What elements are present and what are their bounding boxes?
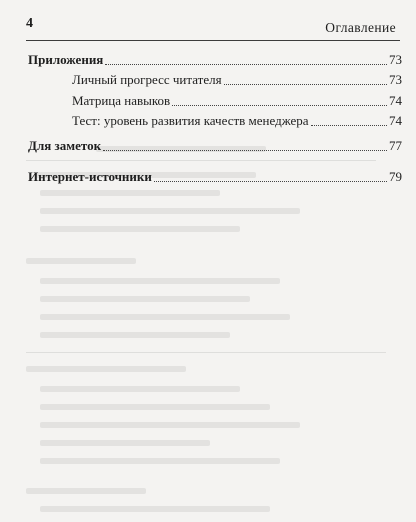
show-through-texture xyxy=(26,140,396,502)
dot-leader xyxy=(103,150,387,151)
toc-entry-title: Интернет-источники xyxy=(28,169,152,185)
dot-leader xyxy=(154,181,387,182)
running-head: Оглавление xyxy=(325,20,396,35)
toc-entry-manager-test[interactable] xyxy=(28,113,402,129)
dot-leader xyxy=(224,84,387,85)
toc-entry-title: Приложения xyxy=(28,52,104,67)
toc-entry-title: Тест: уровень развития качеств менеджера xyxy=(72,112,309,128)
dot-leader xyxy=(311,125,387,126)
dot-leader xyxy=(172,105,387,106)
page-number: 4 xyxy=(26,16,33,31)
toc-entry-internet-sources[interactable] xyxy=(28,169,402,185)
toc-entry-page: 77 xyxy=(389,138,402,154)
toc-entry-appendix[interactable] xyxy=(28,52,402,68)
dot-leader xyxy=(105,64,387,65)
toc-entry-page: 73 xyxy=(389,52,402,67)
toc-entry-title: Матрица навыков xyxy=(72,92,171,108)
toc-entry-page: 74 xyxy=(389,92,402,108)
toc-entry-page: 73 xyxy=(389,72,402,88)
toc-entry-title: Для заметок xyxy=(28,138,102,154)
header-rule xyxy=(26,40,400,41)
toc-entry-title: Личный прогресс читателя xyxy=(72,72,222,88)
page-header xyxy=(26,14,400,36)
toc-entry-reader-progress[interactable] xyxy=(28,72,402,88)
toc-entry-notes[interactable] xyxy=(28,138,402,154)
toc-entry-page: 74 xyxy=(389,112,402,128)
table-of-contents xyxy=(28,52,402,190)
toc-entry-skills-matrix[interactable] xyxy=(28,93,402,109)
toc-entry-page: 79 xyxy=(389,169,402,185)
